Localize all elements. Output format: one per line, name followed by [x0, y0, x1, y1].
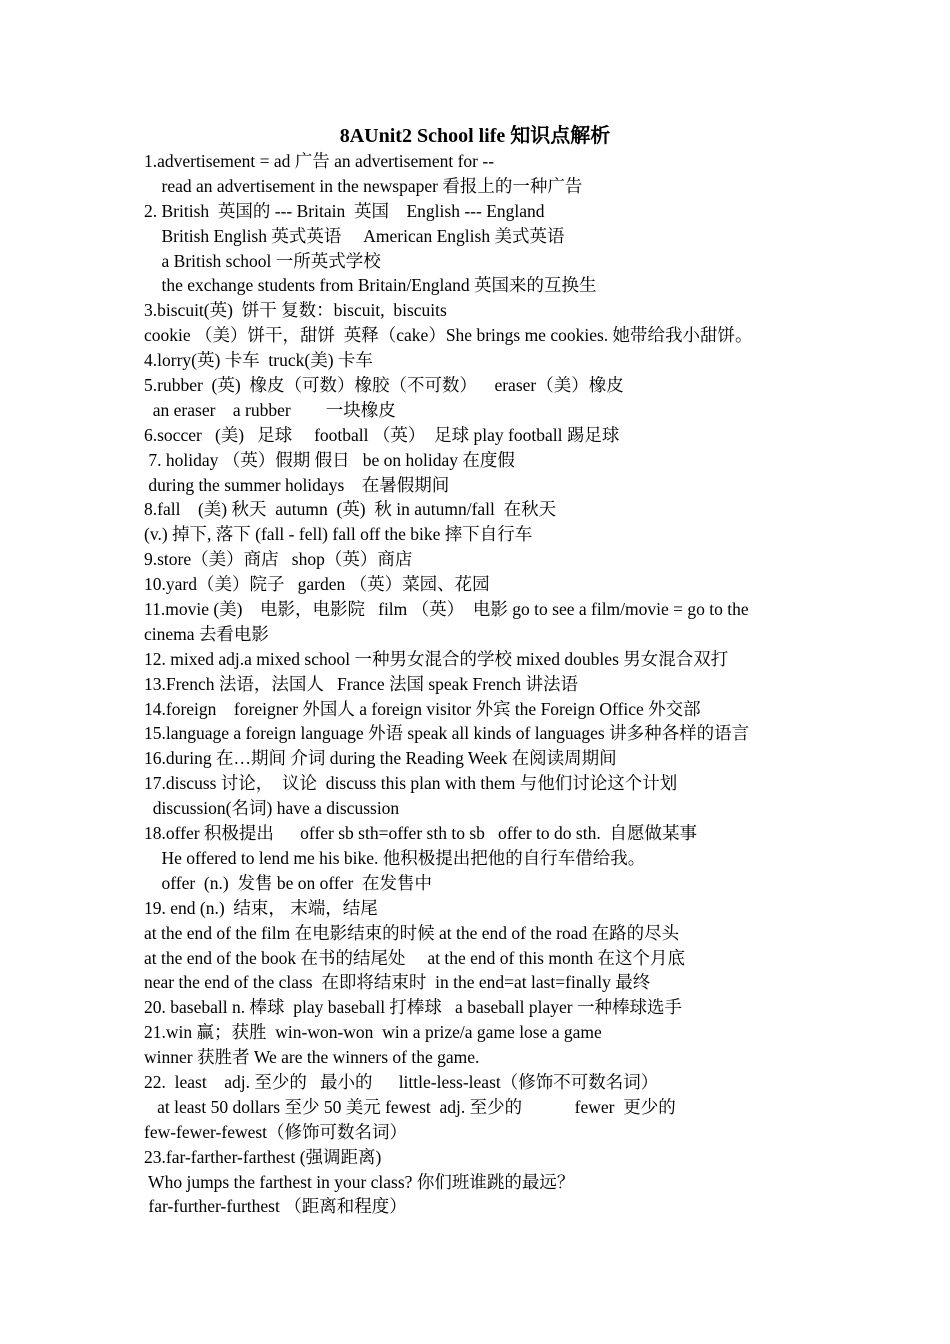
- text-line: near the end of the class 在即将结束时 in the end=at last=finally 最终: [144, 972, 651, 993]
- text-line: cinema 去看电影: [144, 623, 269, 644]
- text-line: the exchange students from Britain/England 英国来的互换生: [144, 275, 597, 296]
- text-line: 12. mixed adj.a mixed school 一种男女混合的学校 mixed doubles 男女混合双打: [144, 648, 729, 669]
- text-line: 19. end (n.) 结束， 末端，结尾: [144, 897, 378, 918]
- text-line: 20. baseball n. 棒球 play baseball 打棒球 a baseball player 一种棒球选手: [144, 997, 683, 1018]
- text-line: 4.lorry(英) 卡车 truck(美) 卡车: [144, 350, 373, 371]
- text-line: 10.yard（美）院子 garden （英）菜园、花园: [144, 574, 490, 595]
- text-line: 22. least adj. 至少的 最小的 little-less-least（修饰不可数名词）: [144, 1071, 659, 1092]
- text-line: cookie （美）饼干，甜饼 英释（cake）She brings me cookies. 她带给我小甜饼。: [144, 325, 753, 346]
- text-line: 18.offer 积极提出 offer sb sth=offer sth to sb offer to do sth. 自愿做某事: [144, 823, 697, 844]
- text-line: offer (n.) 发售 be on offer 在发售中: [144, 872, 433, 893]
- text-line: few-fewer-fewest（修饰可数名词）: [144, 1121, 408, 1142]
- text-line: Who jumps the farthest in your class? 你们班谁跳的最远？: [144, 1171, 575, 1192]
- document-body: [144, 149, 824, 1219]
- text-line: 3.biscuit(英) 饼干 复数：biscuit, biscuits: [144, 300, 447, 321]
- text-line: at the end of the book 在书的结尾处 at the end of this month 在这个月底: [144, 947, 685, 968]
- text-line: 7. holiday （英）假期 假日 be on holiday 在度假: [144, 449, 515, 470]
- text-line: 23.far-farther-farthest (强调距离): [144, 1146, 382, 1167]
- text-line: (v.) 掉下, 落下 (fall - fell) fall off the bike 摔下自行车: [144, 524, 533, 545]
- text-line: an eraser a rubber 一块橡皮: [144, 399, 396, 420]
- text-line: 11.movie (美) 电影，电影院 film （英） 电影 go to see a film/movie = go to the: [144, 599, 749, 620]
- text-line: 16.during 在…期间 介词 during the Reading Week 在阅读周期间: [144, 748, 617, 769]
- text-line: 13.French 法语，法国人 France 法国 speak French 讲法语: [144, 673, 579, 694]
- text-line: 15.language a foreign language 外语 speak all kinds of languages 讲多种各样的语言: [144, 723, 750, 744]
- text-line: discussion(名词) have a discussion: [144, 798, 400, 819]
- text-line: winner 获胜者 We are the winners of the game.: [144, 1047, 480, 1068]
- text-line: 8.fall (美) 秋天 autumn (英) 秋 in autumn/fall 在秋天: [144, 499, 557, 520]
- text-line: 14.foreign foreigner 外国人 a foreign visitor 外宾 the Foreign Office 外交部: [144, 698, 701, 719]
- text-line: a British school 一所英式学校: [144, 250, 381, 271]
- text-line: during the summer holidays 在暑假期间: [144, 474, 450, 495]
- text-line: 2. British 英国的 --- Britain 英国 English --- England: [144, 200, 545, 221]
- text-line: read an advertisement in the newspaper 看报上的一种广告: [144, 175, 583, 196]
- text-line: 17.discuss 讨论， 议论 discuss this plan with them 与他们讨论这个计划: [144, 773, 678, 794]
- text-line: at the end of the film 在电影结束的时候 at the end of the road 在路的尽头: [144, 922, 680, 943]
- text-line: 1.advertisement = ad 广告 an advertisement for --: [144, 151, 495, 171]
- text-line: He offered to lend me his bike. 他积极提出把他的自行车借给我。: [144, 847, 646, 868]
- text-line: 9.store（美）商店 shop（英）商店: [144, 549, 413, 570]
- text-line: 6.soccer (美) 足球 football （英） 足球 play football 踢足球: [144, 424, 620, 445]
- text-line: 21.win 赢；获胜 win-won-won win a prize/a game lose a game: [144, 1022, 602, 1043]
- text-line: at least 50 dollars 至少 50 美元 fewest adj. 至少的 fewer 更少的: [144, 1096, 676, 1117]
- text-line: 5.rubber (英) 橡皮（可数）橡胶（不可数） eraser（美）橡皮: [144, 375, 624, 396]
- text-line: British English 英式英语 American English 美式英语: [144, 225, 565, 246]
- document-title: 8AUnit2 School life 知识点解析: [339, 125, 611, 147]
- text-line: far-further-furthest （距离和程度）: [144, 1196, 407, 1217]
